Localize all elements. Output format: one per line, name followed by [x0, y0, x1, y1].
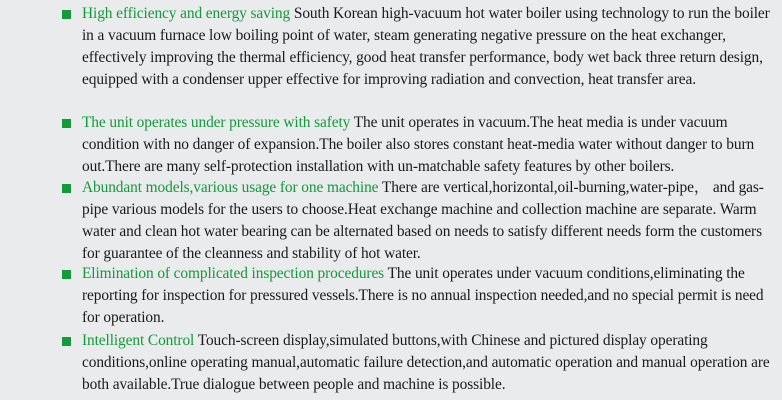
feature-body: The unit operates in vacuum.The heat media is under vacuum condition with no danger of expansion.The boiler also stores constant heat-media water without danger to burn out.There are many self-protection installation with un-matchable safety features by other boilers. [82, 114, 755, 175]
feature-body: There are vertical,horizontal,oil-burning,water-pipe， and gas-pipe various models for the users to choose.Heat exchange machine and collection machine are separate. Warm water and clean hot water bearing can be alternated based on needs to satisfy different needs form the customers for guarantee of the cleanness and stability of hot water. [82, 179, 764, 262]
feature-title: Abundant models,various usage for one machine [82, 179, 379, 196]
square-bullet-icon [62, 184, 71, 193]
feature-models [82, 177, 772, 265]
feature-body: South Korean high-vacuum hot water boiler using technology to run the boiler in a vacuum furnace low boiling point of water, steam generating negative pressure on the heat exchanger, effectively improving the thermal efficiency, good heat transfer performance, body wet back three return design, equipped with a condenser upper effective for improving radiation and convection, heat transfer area. [82, 5, 770, 88]
feature-body: Touch-screen display,simulated buttons,with Chinese and pictured display operating conditions,online operating manual,automatic failure detection,and automatic operation and manual operation are both available.True dialogue between people and machine is possible. [82, 332, 770, 393]
square-bullet-icon [62, 119, 71, 128]
square-bullet-icon [62, 270, 71, 279]
feature-body: The unit operates under vacuum conditions,eliminating the reporting for inspection for pressured vessels.There is no annual inspection needed,and no special permit is need for operation. [82, 265, 764, 326]
feature-intelligent-control [82, 330, 772, 396]
square-bullet-icon [62, 337, 71, 346]
square-bullet-icon [62, 10, 71, 19]
feature-title: Elimination of complicated inspection procedures [82, 265, 385, 282]
feature-inspection [82, 263, 772, 329]
feature-title: The unit operates under pressure with safety [82, 114, 351, 131]
feature-title: Intelligent Control [82, 332, 195, 349]
feature-title: High efficiency and energy saving [82, 5, 291, 22]
feature-safety [82, 112, 772, 178]
feature-energy-saving [82, 3, 772, 91]
